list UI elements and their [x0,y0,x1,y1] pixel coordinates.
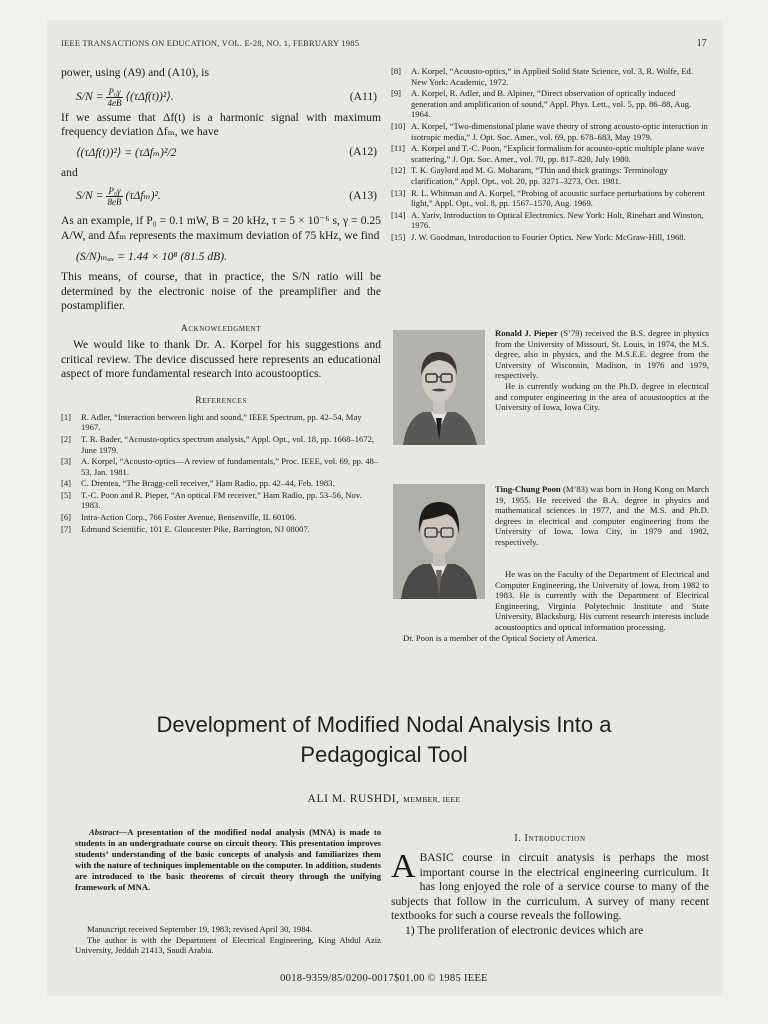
acknowledgment-heading: Acknowledgment [180,323,262,334]
author-affiliation: The author is with the Department of Electrical Engineering, King Abdul Aziz University, Jeddah 21413, Saudi Arabia. [75,934,381,955]
introduction-heading: I. Introduction [514,833,586,844]
reference-text: A. Korpel, “Two-dimensional plane wave theory of strong acousto-optic interaction in isotropic media,” J. Opt. Soc. Amer., vol. 69, pp. 678–683, May 1979. [411,120,708,142]
reference-number: [10] [391,120,406,131]
reference-number: [1] [61,411,72,422]
page-number: 17 [696,38,707,49]
introduction-text [391,848,709,939]
reference-item [391,143,709,164]
bio-pieper [495,328,709,413]
article-author [61,793,707,805]
reference-text: J. W. Goodman, Introduction to Fourier Optics. New York: McGraw-Hill, 1968. [411,231,686,242]
reference-item [391,66,709,87]
reference-text: A. Yariv, Introduction to Optical Electronics. New York: Holt, Rinehart and Winston, 1976. [411,209,704,231]
paragraph-5: This means, of course, that in practice, the S/N ratio will be determined by the electronic noise of the preamplifier and the postamplifier. [61,270,381,313]
reference-item [391,165,709,186]
eq-a13-lhs: S/N = [76,189,104,203]
reference-text: T. K. Gaylord and M. G. Moharam, “Thin and thick gratings: Terminology clarification,” Appl. Opt., vol. 20, pp. 3271–3273, Oct. 1981. [411,165,668,186]
bio-poon-name: Ting-Chung Poon [495,484,561,494]
reference-number: [3] [61,456,72,467]
eq-a13-label: (A13) [349,189,377,203]
reference-text: C. Drentea, “The Bragg-cell receiver,” Ham Radio, pp. 42–44, Feb. 1983. [81,478,335,489]
drop-cap: A [391,848,416,885]
photo-wrap-spacer [393,549,495,606]
reference-text: A. Korpel, R. Adler, and B. Alpiner, “Direct observation of optically induced generation and amplification of sound,” Appl. Phys. Lett., vol. 5, pp. 86–88, Aug. 1964. [411,88,692,120]
eq-a12-body: ⟨(τΔf(t))²⟩ = (τΔfₘ)²/2 [76,145,177,159]
result-equation: (S/N)ₘₐₓ = 1.44 × 10⁸ (81.5 dB). [76,249,228,263]
eq-a11-lhs: S/N = [76,89,104,103]
left-column [61,66,381,535]
reference-text: A. Korpel, “Acousto-optics,” in Applied Solid State Science, vol. 3, R. Wolfe, Ed. New York: Academic, 1972. [411,66,693,87]
manuscript-note [75,924,381,956]
eq-a12-label: (A12) [349,144,377,158]
paragraph-3: and [61,165,78,179]
reference-item [61,490,381,511]
reference-text: T. R. Bader, “Acousto-optics spectrum analysis,” Appl. Opt., vol. 18, pp. 1668–1672, June 1979. [81,433,375,455]
introduction-paragraph-2: 1) The proliferation of electronic devices which are [405,923,644,937]
eq-a13-numerator: P₀γ [108,186,121,197]
reference-item [61,412,381,433]
bio-pieper-text: (S’79) received the B.S. degree in physics from the University of Missouri, St. Louis, in 1974, the M.S. degree, also in physics, and the M.S.E.E. degree from the University of Wisconsin, Madison, in 1976 and 1979, respectively. [495,328,709,381]
eq-a13-denominator: 8eB [107,197,122,208]
reference-text: Edmund Scientific, 101 E. Gloucester Pike, Barrington, NJ 08007. [81,523,310,534]
bio-poon-continued [393,549,709,643]
reference-number: [4] [61,478,72,489]
abstract [75,827,381,893]
paragraph-1: power, using (A9) and (A10), is [61,66,209,79]
article-title [61,710,707,770]
reference-number: [9] [391,88,402,99]
reference-number: [5] [61,489,72,500]
reference-item [391,88,709,120]
bio-poon [495,484,709,548]
acknowledgment-text: We would like to thank Dr. A. Korpel for his suggestions and critical review. The device discussed here represents an educational aspect of more fundamental research into acoustooptics. [61,337,381,381]
eq-a11-fraction [106,87,122,108]
author-name: ALI M. RUSHDI, [307,793,400,805]
reference-item [391,210,709,231]
reference-number: [8] [391,66,402,76]
manuscript-received: Manuscript received September 19, 1983; revised April 30, 1984. [87,924,313,934]
reference-item [391,232,709,243]
reference-text: T.-C. Poon and R. Pieper, “An optical FM receiver,” Ham Radio, pp. 53–56, Nov. 1983. [81,489,362,511]
reference-number: [11] [391,143,405,154]
abstract-text: A presentation of the modified nodal analysis (MNA) is made to students in an undergraduate course on circuit theory. This presentation improves students’ understanding of the basic concepts of analysis and familiarizes them with the nature of techniques implementable on the computer. In addition, students are introduced to the basic theorems of circuit theory through the unifying framework of MNA. [75,827,381,892]
copyright-footer: 0018-9359/85/0200-0017$01.00 © 1985 IEEE [280,973,488,984]
eq-a11-rhs: ⟨(τΔf(t))²⟩. [125,89,174,103]
equation-a11 [61,81,381,111]
reference-text: A. Korpel and T.-C. Poon, “Explicit formalism for acousto-optic multiple plane wave scattering,” J. Opt. Soc. Amer., vol. 70, pp. 817–820, July 1980. [411,143,705,164]
equation-a12 [61,140,381,166]
reference-item [391,121,709,142]
reference-item [61,434,381,455]
reference-number: [15] [391,231,406,242]
reference-number: [7] [61,523,72,534]
bio-pieper-name: Ronald J. Pieper [495,328,558,338]
introduction-paragraph-1: BASIC course in circuit anatysis is perhaps the most important course in the electrical engineering curriculum. It has long enjoyed the role of a service course to many of the subjects that follow in the curriculum. A survey of many recent textbooks for such a course reveals the following. [391,851,709,923]
article-title-line-1: Development of Modified Nodal Analysis Into a [156,712,612,737]
abstract-label: Abstract— [89,827,128,837]
references-list-right [391,66,709,243]
reference-item [61,524,381,535]
reference-number: [12] [391,165,406,176]
reference-number: [2] [61,433,72,444]
eq-a13-fraction [106,186,122,207]
paragraph-2: If we assume that Δf(t) is a harmonic signal with maximum frequency deviation Δfₘ, we have [61,110,381,139]
reference-text: A. Korpel, “Acousto-optics—A review of fundamentals,” Proc. IEEE, vol. 69, pp. 48–53, Jan. 1981. [81,456,379,477]
bio-poon-text-2: He was on the Faculty of the Department of Electrical and Computer Engineering, the University of Iowa, from 1982 to 1983. He is currently with the Department of Electrical Engineering, Virginia Polytechnic Institute and State University, Blacksburg. His current research interests include acoustooptics and optical information processing. [495,569,709,632]
bio-poon-text: (M’83) was born in Hong Kong on March 19, 1955. He received the B.A. degree in physics and mathematical sciences in 1977, and the M.S. and Ph.D. degrees in electrical and computer engineering from the University of Iowa, Iowa City, in 1979 and 1982, respectively. [495,484,710,547]
eq-a11-denominator: 4eB [107,97,122,108]
article-title-line-2: Pedagogical Tool [300,742,468,767]
paragraph-4: As an example, if P₀ = 0.1 mW, B = 20 kHz, τ = 5 × 10⁻⁶ s, γ = 0.25 A/W, and Δfₘ represents the maximum deviation of 75 kHz, we find [61,214,381,242]
eq-a11-numerator: P₀γ [108,86,121,97]
eq-a13-rhs: (τΔfₘ)². [125,189,161,203]
right-column [391,66,709,244]
references-list-left [61,412,381,535]
references-heading: References [195,395,247,406]
reference-number: [14] [391,209,406,220]
reference-number: [13] [391,187,406,198]
portrait-pieper-icon [393,330,485,445]
eq-a11-label: (A11) [349,89,377,103]
reference-item [391,188,709,209]
equation-a13 [61,180,381,210]
author-membership: MEMBER, IEEE [403,795,461,804]
bio-pieper-text-2: He is currently working on the Ph.D. degree in electrical and computer engineering in the area of acoustooptics at the University of Iowa, Iowa City. [495,380,709,413]
bio-poon-text-3: Dr. Poon is a member of the Optical Society of America. [403,632,598,643]
reference-item [61,512,381,523]
reference-text: R. L. Whitman and A. Korpel, “Probing of acoustic surface perturbations by coherent light,” Appl. Opt., vol. 8, pp. 1567–1570, Aug. 1969. [411,187,705,209]
author-photo-pieper [393,330,485,445]
reference-item [61,456,381,477]
reference-text: R. Adler, “Interaction between light and sound,” IEEE Spectrum, pp. 42–54, May 1967. [81,411,362,433]
reference-item [61,478,381,489]
reference-number: [6] [61,512,72,523]
journal-header: IEEE TRANSACTIONS ON EDUCATION, VOL. E-28, NO. 1, FEBRUARY 1985 [61,38,360,48]
reference-text: Intra-Action Corp., 766 Foster Avenue, Bensenville, IL 60106. [81,512,297,523]
